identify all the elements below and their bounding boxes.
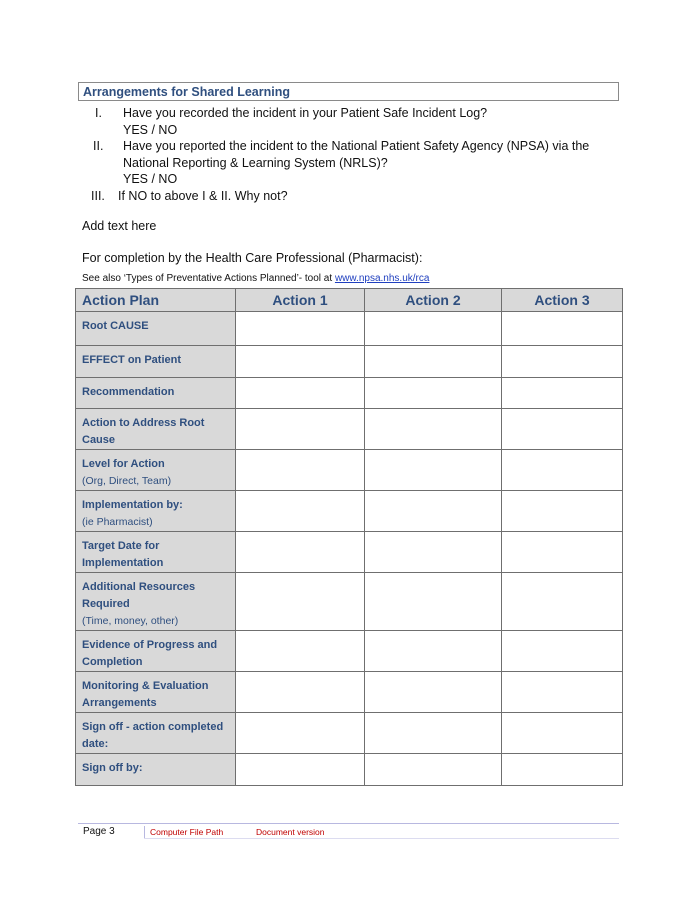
action-2-cell[interactable] (365, 754, 502, 786)
row-label (76, 754, 236, 786)
question-3-number: III. (91, 189, 105, 203)
footer-document-version: Document version (256, 827, 325, 837)
row-label (76, 532, 236, 573)
action-1-cell[interactable] (236, 713, 365, 754)
row-label-text: Implementation by: (82, 499, 183, 511)
row-label-subtext: (ie Pharmacist) (82, 516, 153, 528)
table-row (76, 409, 623, 450)
action-2-cell[interactable] (365, 450, 502, 491)
row-label (76, 672, 236, 713)
table-row (76, 713, 623, 754)
action-1-cell[interactable] (236, 312, 365, 346)
row-label-text: Sign off by: (82, 762, 143, 774)
header-action-plan: Action Plan (76, 289, 236, 312)
section-title: Arrangements for Shared Learning (83, 85, 290, 99)
row-label-text: Sign off - action completed date: (82, 721, 224, 750)
footer-rule-bottom (144, 838, 619, 839)
npsa-rca-link[interactable]: www.npsa.nhs.uk/rca (334, 273, 430, 284)
action-3-cell[interactable] (502, 450, 623, 491)
question-1-text: Have you recorded the incident in your Patient Safe Incident Log? (123, 106, 488, 120)
action-3-cell[interactable] (502, 312, 623, 346)
action-2-cell[interactable] (365, 491, 502, 532)
row-label (76, 631, 236, 672)
row-label (76, 378, 236, 409)
row-label-subtext: (Time, money, other) (82, 615, 179, 627)
footer-rule (78, 823, 619, 824)
table-row (76, 631, 623, 672)
question-2-answer: YES / NO (123, 172, 178, 186)
row-label-text: Monitoring & Evaluation Arrangements (82, 680, 209, 709)
question-2-number: II. (93, 139, 104, 153)
table-row (76, 450, 623, 491)
table-row (76, 346, 623, 378)
action-plan-table (75, 288, 623, 786)
action-2-cell[interactable] (365, 312, 502, 346)
action-1-cell[interactable] (236, 346, 365, 378)
row-label-text: Target Date for Implementation (82, 540, 164, 569)
action-2-cell[interactable] (365, 672, 502, 713)
table-row (76, 573, 623, 631)
row-label (76, 450, 236, 491)
question-3-text: If NO to above I & II. Why not? (118, 189, 288, 203)
question-1-number: I. (95, 106, 102, 120)
action-1-cell[interactable] (236, 378, 365, 409)
action-1-cell[interactable] (236, 754, 365, 786)
action-1-cell[interactable] (236, 631, 365, 672)
row-label (76, 346, 236, 378)
row-label-text: Evidence of Progress and Completion (82, 639, 218, 668)
action-3-cell[interactable] (502, 491, 623, 532)
table-row (76, 672, 623, 713)
action-3-cell[interactable] (502, 631, 623, 672)
footer-file-path: Computer File Path (150, 827, 224, 837)
action-2-cell[interactable] (365, 532, 502, 573)
action-3-cell[interactable] (502, 378, 623, 409)
row-label (76, 409, 236, 450)
header-action-1: Action 1 (236, 289, 365, 312)
action-3-cell[interactable] (502, 713, 623, 754)
action-2-cell[interactable] (365, 573, 502, 631)
see-also-prefix: See also ‘Types of Preventative Actions Planned’- tool at (82, 273, 335, 284)
row-label (76, 573, 236, 631)
action-3-cell[interactable] (502, 532, 623, 573)
action-1-cell[interactable] (236, 532, 365, 573)
question-2-text-line1: Have you reported the incident to the National Patient Safety Agency (NPSA) via the (123, 139, 590, 153)
row-label-text: Recommendation (82, 386, 175, 398)
action-1-cell[interactable] (236, 491, 365, 532)
action-2-cell[interactable] (365, 378, 502, 409)
add-text-placeholder[interactable]: Add text here (82, 219, 157, 233)
action-3-cell[interactable] (502, 754, 623, 786)
action-2-cell[interactable] (365, 713, 502, 754)
action-1-cell[interactable] (236, 672, 365, 713)
row-label (76, 491, 236, 532)
row-label-text: Additional Resources Required (82, 581, 196, 610)
action-3-cell[interactable] (502, 672, 623, 713)
question-1-answer: YES / NO (123, 123, 178, 137)
footer-page-number: Page 3 (83, 826, 115, 837)
row-label-text: Action to Address Root Cause (82, 417, 205, 446)
action-3-cell[interactable] (502, 346, 623, 378)
row-label (76, 713, 236, 754)
see-also-note (82, 273, 429, 284)
table-row (76, 754, 623, 786)
action-1-cell[interactable] (236, 409, 365, 450)
table-row (76, 491, 623, 532)
row-label-text: EFFECT on Patient (82, 354, 181, 366)
footer-divider (144, 826, 145, 838)
action-2-cell[interactable] (365, 631, 502, 672)
row-label-text: Root CAUSE (82, 320, 149, 332)
table-row (76, 532, 623, 573)
action-1-cell[interactable] (236, 450, 365, 491)
action-1-cell[interactable] (236, 573, 365, 631)
action-3-cell[interactable] (502, 573, 623, 631)
header-action-3: Action 3 (502, 289, 623, 312)
row-label-subtext: (Org, Direct, Team) (82, 475, 172, 487)
row-label-text: Level for Action (82, 458, 165, 470)
action-3-cell[interactable] (502, 409, 623, 450)
action-2-cell[interactable] (365, 346, 502, 378)
header-action-2: Action 2 (365, 289, 502, 312)
table-row (76, 312, 623, 346)
action-2-cell[interactable] (365, 409, 502, 450)
question-2-text-line2: National Reporting & Learning System (NRLS)? (123, 156, 388, 170)
row-label (76, 312, 236, 346)
completion-heading: For completion by the Health Care Professional (Pharmacist): (82, 251, 423, 265)
table-row (76, 378, 623, 409)
